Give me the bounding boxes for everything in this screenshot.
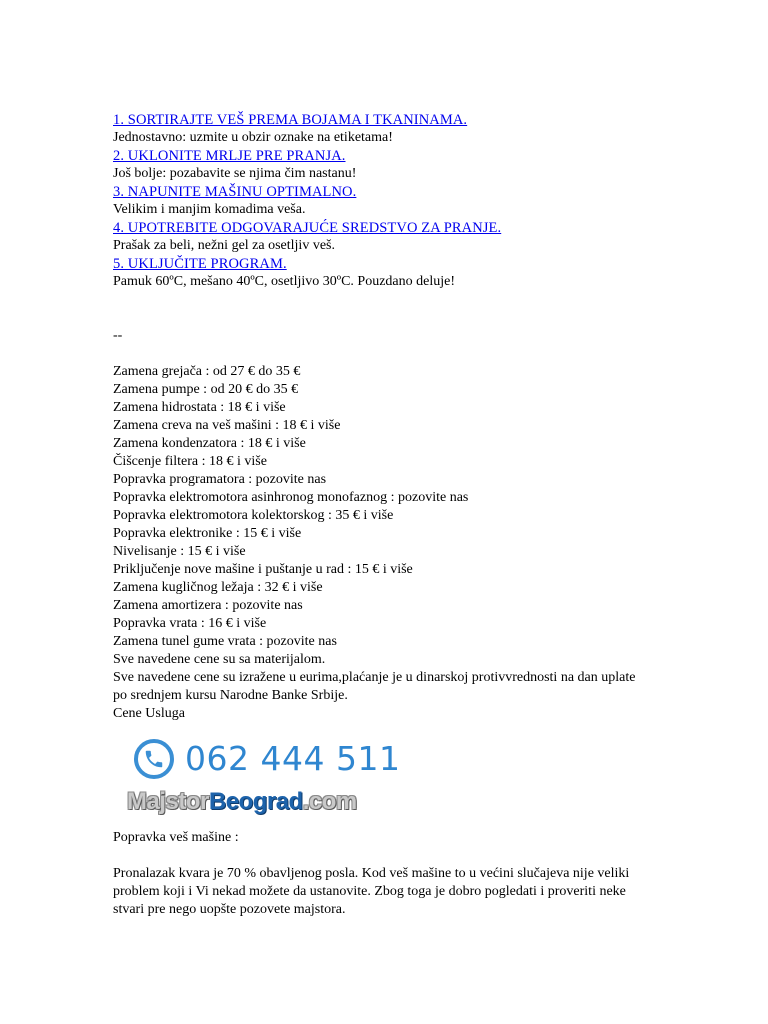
price-item: Popravka vrata : 16 € i više xyxy=(113,616,267,631)
step-2-link[interactable]: 2. UKLONITE MRLJE PRE PRANJA. xyxy=(113,148,346,164)
washing-steps xyxy=(113,111,673,291)
services-heading: Cene Usluga xyxy=(113,706,185,721)
step-2-text: Još bolje: pozabavite se njima čim nastanu! xyxy=(113,166,357,181)
brand-part-majstor: Majstor xyxy=(127,788,209,815)
price-item: Zamena amortizera : pozovite nas xyxy=(113,598,303,613)
price-item: Zamena kondenzatora : 18 € i više xyxy=(113,436,306,451)
price-item: Čišcenje filtera : 18 € i više xyxy=(113,454,267,469)
price-item: Popravka elektronike : 15 € i više xyxy=(113,526,302,541)
step-3-text: Velikim i manjim komadima veša. xyxy=(113,202,306,217)
price-item: Zamena creva na veš mašini : 18 € i više xyxy=(113,418,341,433)
step-4-link[interactable]: 4. UPOTREBITE ODGOVARAJUĆE SREDSTVO ZA PRANJE. xyxy=(113,220,502,236)
step-3-link[interactable]: 3. NAPUNITE MAŠINU OPTIMALNO. xyxy=(113,184,357,200)
phone-icon xyxy=(134,739,174,779)
brand-logo xyxy=(127,787,357,817)
step-4-text: Prašak za beli, nežni gel za osetljiv veš. xyxy=(113,238,335,253)
separator: -- xyxy=(113,328,123,343)
contact-banner[interactable] xyxy=(113,733,401,821)
price-item: Priključenje nove mašine i puštanje u rad : 15 € i više xyxy=(113,562,413,577)
materials-note: Sve navedene cene su sa materijalom. xyxy=(113,652,326,667)
step-5-text: Pamuk 60ºC, mešano 40ºC, osetljivo 30ºC. Pouzdano deluje! xyxy=(113,274,455,289)
step-1-text: Jednostavno: uzmite u obzir oznake na etiketama! xyxy=(113,130,393,145)
step-5-link[interactable]: 5. UKLJUČITE PROGRAM. xyxy=(113,256,287,272)
price-item: Nivelisanje : 15 € i više xyxy=(113,544,246,559)
repair-heading: Popravka veš mašine : xyxy=(113,830,239,845)
price-list xyxy=(113,363,673,651)
brand-part-com: .com xyxy=(302,788,357,815)
repair-paragraph: Pronalazak kvara je 70 % obavljenog posla. Kod veš mašine to u većini slučajeva nije veliki problem koji i Vi nekad možete da ustanovite. Zbog toga je dobro pogledati i proveriti neke stvari pre nego uopšte pozovete majstora. xyxy=(113,866,630,917)
brand-part-beograd: Beograd xyxy=(208,788,303,815)
price-item: Zamena hidrostata : 18 € i više xyxy=(113,400,286,415)
phone-number[interactable]: 062 444 511 xyxy=(185,739,401,778)
step-1-link[interactable]: 1. SORTIRAJTE VEŠ PREMA BOJAMA I TKANINAMA. xyxy=(113,112,468,128)
price-item: Zamena grejača : od 27 € do 35 € xyxy=(113,364,301,379)
price-item: Popravka elektromotora asinhronog monofaznog : pozovite nas xyxy=(113,490,469,505)
price-item: Zamena kugličnog ležaja : 32 € i više xyxy=(113,580,323,595)
price-item: Zamena pumpe : od 20 € do 35 € xyxy=(113,382,299,397)
price-item: Popravka programatora : pozovite nas xyxy=(113,472,327,487)
currency-note: Sve navedene cene su izražene u eurima,plaćanje je u dinarskoj protivvrednosti na dan uplate po srednjem kursu Narodne Banke Srbije. xyxy=(113,670,636,703)
document-page xyxy=(113,111,673,919)
price-item: Zamena tunel gume vrata : pozovite nas xyxy=(113,634,337,649)
price-item: Popravka elektromotora kolektorskog : 35 € i više xyxy=(113,508,394,523)
